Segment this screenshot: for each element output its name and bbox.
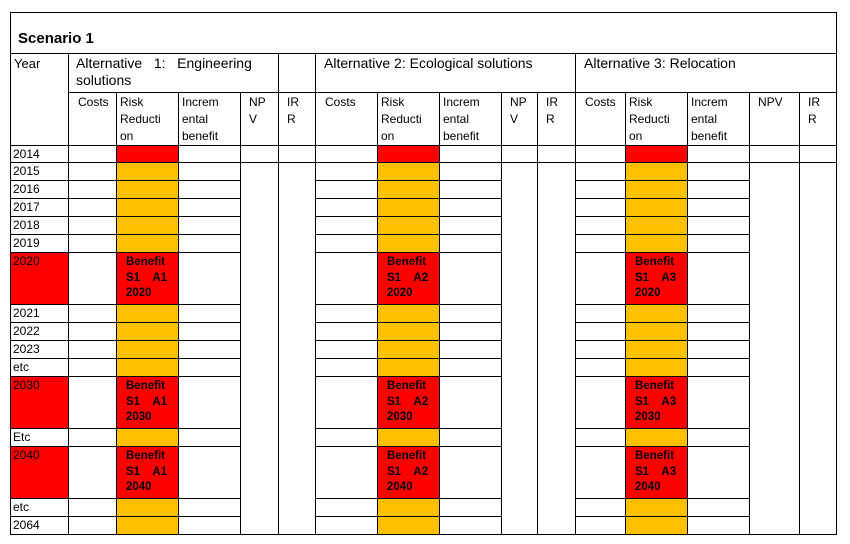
benefit-label: Benefit S1 A3 2030 — [625, 376, 687, 428]
risk-reduction-cell — [377, 358, 439, 376]
scenario-title: Scenario 1 — [18, 30, 94, 47]
grid-line — [575, 322, 750, 323]
grid-line — [10, 234, 69, 235]
grid-line — [836, 12, 837, 535]
risk-reduction-cell — [377, 340, 439, 358]
grid-line — [10, 446, 69, 447]
grid-line — [575, 516, 750, 517]
alt1-risk-reduction-header: Risk Reducti on — [120, 95, 161, 143]
alt3-risk-reduction-header: Risk Reducti on — [629, 95, 670, 143]
grid-line — [501, 162, 576, 163]
grid-line — [575, 428, 750, 429]
risk-reduction-cell — [625, 322, 687, 340]
year-cell: 2017 — [13, 200, 40, 214]
grid-line — [315, 216, 502, 217]
risk-reduction-cell — [377, 428, 439, 446]
risk-reduction-cell — [116, 322, 178, 340]
risk-reduction-cell — [116, 428, 178, 446]
grid-line — [68, 162, 241, 163]
grid-line — [10, 376, 69, 377]
grid-line — [377, 92, 378, 534]
grid-line — [10, 180, 69, 181]
year-header: Year — [14, 56, 41, 71]
year-cell: 2021 — [13, 306, 40, 320]
grid-line — [278, 53, 279, 92]
grid-line — [240, 92, 241, 534]
year-cell: 2064 — [13, 518, 40, 532]
alt2-incremental-benefit-header: Increm ental benefit — [443, 95, 480, 143]
alt2-npv-header: NP V — [510, 95, 527, 126]
grid-line — [315, 53, 316, 534]
risk-reduction-cell — [625, 180, 687, 198]
grid-line — [10, 534, 837, 535]
grid-line — [68, 252, 241, 253]
grid-line — [625, 92, 626, 534]
grid-line — [10, 12, 837, 13]
grid-line — [315, 180, 502, 181]
risk-reduction-cell — [625, 234, 687, 252]
grid-line — [10, 162, 69, 163]
alt2-irr-header: IR R — [546, 95, 558, 126]
grid-line — [575, 53, 576, 534]
risk-reduction-cell — [625, 516, 687, 534]
grid-line — [575, 304, 750, 305]
risk-reduction-cell — [377, 162, 439, 180]
grid-line — [575, 180, 750, 181]
risk-reduction-cell — [377, 180, 439, 198]
grid-line — [315, 304, 502, 305]
risk-reduction-cell — [116, 516, 178, 534]
grid-line — [10, 516, 69, 517]
grid-line — [575, 340, 750, 341]
grid-line — [575, 234, 750, 235]
grid-line — [68, 304, 241, 305]
grid-line — [315, 198, 502, 199]
benefit-label: Benefit S1 A1 2040 — [116, 446, 178, 498]
grid-line — [68, 92, 837, 93]
risk-reduction-cell — [116, 216, 178, 234]
risk-reduction-cell — [377, 145, 439, 162]
grid-line — [315, 322, 502, 323]
risk-reduction-cell — [377, 322, 439, 340]
benefit-label: Benefit S1 A1 2020 — [116, 252, 178, 304]
grid-line — [178, 92, 179, 534]
risk-reduction-cell — [625, 162, 687, 180]
grid-line — [240, 162, 316, 163]
grid-line — [68, 180, 241, 181]
grid-line — [315, 162, 502, 163]
alternative-1-title: Alternative 1: Engineering solutions — [76, 55, 252, 88]
alt1-npv-header: NP V — [249, 95, 266, 126]
benefit-label: Benefit S1 A2 2030 — [377, 376, 439, 428]
grid-line — [68, 322, 241, 323]
grid-line — [10, 145, 837, 146]
risk-reduction-cell — [625, 216, 687, 234]
risk-reduction-cell — [116, 234, 178, 252]
risk-reduction-cell — [116, 145, 178, 162]
grid-line — [116, 92, 117, 534]
grid-line — [537, 92, 538, 534]
grid-line — [68, 234, 241, 235]
benefit-label: Benefit S1 A3 2020 — [625, 252, 687, 304]
risk-reduction-cell — [377, 234, 439, 252]
grid-line — [315, 376, 502, 377]
alt2-risk-reduction-header: Risk Reducti on — [381, 95, 422, 143]
grid-line — [68, 516, 241, 517]
grid-line — [575, 446, 750, 447]
grid-line — [439, 92, 440, 534]
year-cell: Etc — [13, 430, 31, 444]
grid-line — [68, 358, 241, 359]
grid-line — [10, 216, 69, 217]
year-cell: 2018 — [13, 218, 40, 232]
grid-line — [68, 428, 241, 429]
grid-line — [278, 92, 279, 534]
benefit-label: Benefit S1 A1 2030 — [116, 376, 178, 428]
grid-line — [315, 252, 502, 253]
risk-reduction-cell — [116, 198, 178, 216]
alternative-2-title: Alternative 2: Ecological solutions — [324, 55, 533, 71]
grid-line — [10, 304, 69, 305]
grid-line — [10, 428, 69, 429]
grid-line — [10, 53, 837, 54]
risk-reduction-cell — [116, 180, 178, 198]
alt1-irr-header: IR R — [287, 95, 299, 126]
grid-line — [315, 516, 502, 517]
grid-line — [10, 198, 69, 199]
alt3-incremental-benefit-header: Increm ental benefit — [691, 95, 728, 143]
grid-line — [575, 358, 750, 359]
grid-line — [68, 216, 241, 217]
year-cell: 2022 — [13, 324, 40, 338]
risk-reduction-cell — [116, 340, 178, 358]
alt2-costs-header: Costs — [325, 95, 356, 109]
grid-line — [68, 376, 241, 377]
grid-line — [315, 340, 502, 341]
grid-line — [10, 340, 69, 341]
grid-line — [10, 12, 11, 535]
risk-reduction-cell — [377, 216, 439, 234]
risk-reduction-cell — [116, 498, 178, 516]
grid-line — [799, 92, 800, 534]
grid-line — [501, 92, 502, 534]
risk-reduction-cell — [116, 358, 178, 376]
year-cell: 2023 — [13, 342, 40, 356]
grid-line — [68, 498, 241, 499]
year-cell: 2015 — [13, 164, 40, 178]
alt3-irr-header: IR R — [808, 95, 820, 126]
risk-reduction-cell — [625, 340, 687, 358]
risk-reduction-cell — [377, 304, 439, 322]
benefit-label: Benefit S1 A2 2040 — [377, 446, 439, 498]
grid-line — [68, 53, 69, 534]
risk-reduction-cell — [377, 498, 439, 516]
alt3-costs-header: Costs — [585, 95, 616, 109]
benefit-label: Benefit S1 A3 2040 — [625, 446, 687, 498]
grid-line — [10, 498, 69, 499]
alt3-npv-header: NPV — [758, 95, 783, 109]
year-cell: 2016 — [13, 182, 40, 196]
grid-line — [10, 358, 69, 359]
grid-line — [575, 376, 750, 377]
grid-line — [10, 252, 69, 253]
grid-line — [315, 498, 502, 499]
risk-reduction-cell — [625, 198, 687, 216]
year-cell: 2019 — [13, 236, 40, 250]
grid-line — [575, 252, 750, 253]
risk-reduction-cell — [625, 145, 687, 162]
benefit-label: Benefit S1 A2 2020 — [377, 252, 439, 304]
grid-line — [10, 322, 69, 323]
grid-line — [575, 216, 750, 217]
grid-line — [315, 358, 502, 359]
risk-reduction-cell — [625, 498, 687, 516]
alt1-incremental-benefit-header: Increm ental benefit — [182, 95, 219, 143]
alternative-3-title: Alternative 3: Relocation — [584, 55, 736, 71]
risk-reduction-cell — [377, 516, 439, 534]
year-cell: 2040 — [10, 446, 68, 498]
year-cell: etc — [13, 360, 30, 374]
risk-reduction-cell — [625, 428, 687, 446]
year-cell: 2030 — [10, 376, 68, 428]
risk-reduction-cell — [116, 304, 178, 322]
grid-line — [315, 446, 502, 447]
year-cell: etc — [13, 500, 30, 514]
risk-reduction-cell — [116, 162, 178, 180]
risk-reduction-cell — [377, 198, 439, 216]
year-cell: 2014 — [13, 147, 40, 161]
grid-line — [68, 446, 241, 447]
grid-line — [575, 498, 750, 499]
grid-line — [575, 162, 750, 163]
grid-line — [315, 428, 502, 429]
grid-line — [749, 92, 750, 534]
grid-line — [687, 92, 688, 534]
grid-line — [68, 340, 241, 341]
grid-line — [749, 162, 837, 163]
risk-reduction-cell — [625, 304, 687, 322]
grid-line — [575, 198, 750, 199]
grid-line — [68, 198, 241, 199]
alt1-costs-header: Costs — [78, 95, 109, 109]
risk-reduction-cell — [625, 358, 687, 376]
year-cell: 2020 — [10, 252, 68, 304]
grid-line — [315, 234, 502, 235]
